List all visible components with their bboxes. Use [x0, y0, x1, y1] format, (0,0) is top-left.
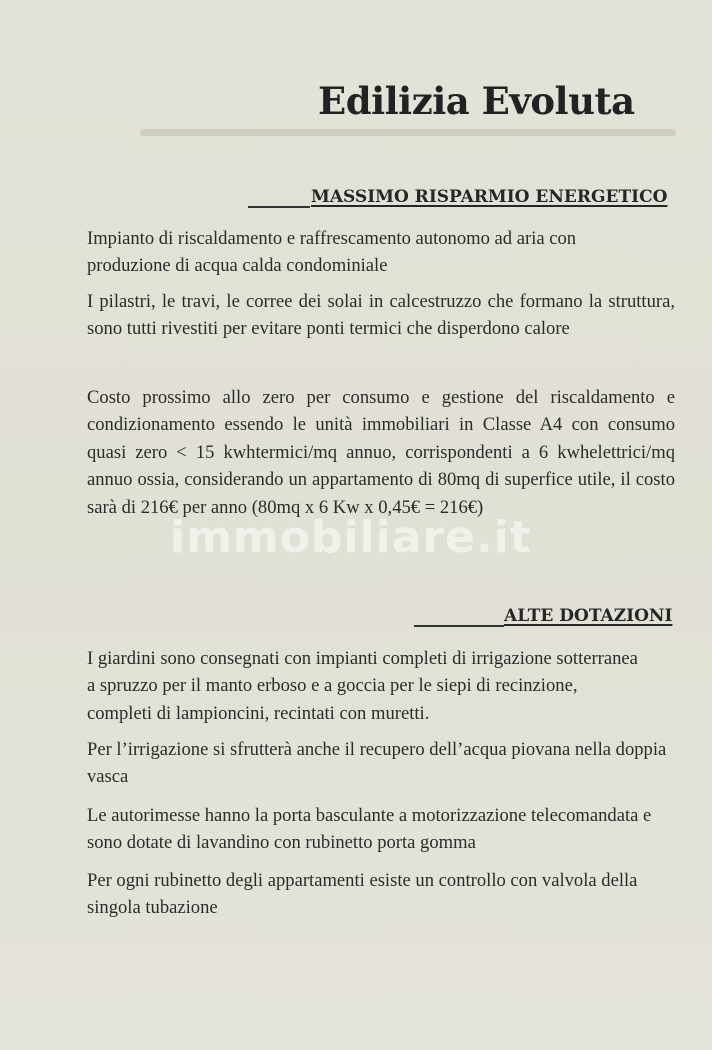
paragraph: I pilastri, le travi, le corree dei solai in calcestruzzo che formano la struttura, sono tutti rivestiti per evitare ponti termici che disperdono calore: [87, 291, 675, 340]
paragraph: Le autorimesse hanno la porta basculante a motorizzazione telecomandata e sono dotate di lavandino con rubinetto porta gomma: [87, 805, 652, 854]
heading-leader-line: [248, 206, 310, 208]
paragraph: Impianto di riscaldamento e raffrescamento autonomo ad aria con produzione di acqua calda condominiale: [87, 228, 577, 277]
page-title: Edilizia Evoluta: [318, 79, 635, 123]
section-heading-dotazioni: ALTE DOTAZIONI: [504, 606, 673, 626]
watermark: immobiliare.it: [170, 512, 532, 563]
paragraph: Costo prossimo allo zero per consumo e gestione del riscaldamento e condizionamento essendo le unità immobiliari in Classe A4 con consumo quasi zero < 15 kwhtermici/mq annuo, corrispondenti a 6 kwhelettrici/mq annuo ossia, considerando un appartamento di 80mq di superfice utile, il costo sarà di 216€ per anno (80mq x 6 Kw x 0,45€ = 216€): [87, 387, 675, 518]
paragraph: I giardini sono consegnati con impianti completi di irrigazione sotterranea a spruzzo per il manto erboso e a goccia per le siepi di recinzione, completi di lampioncini, recintati con muretti.: [87, 648, 638, 724]
paragraph: Per l’irrigazione si sfrutterà anche il recupero dell’acqua piovana nella doppia vasca: [87, 739, 667, 788]
paragraph: Per ogni rubinetto degli appartamenti esiste un controllo con valvola della singola tubazione: [87, 870, 638, 919]
heading-leader-line: [414, 625, 504, 627]
section-heading-risparmio: MASSIMO RISPARMIO ENERGETICO: [311, 187, 668, 207]
title-divider: [140, 129, 676, 136]
